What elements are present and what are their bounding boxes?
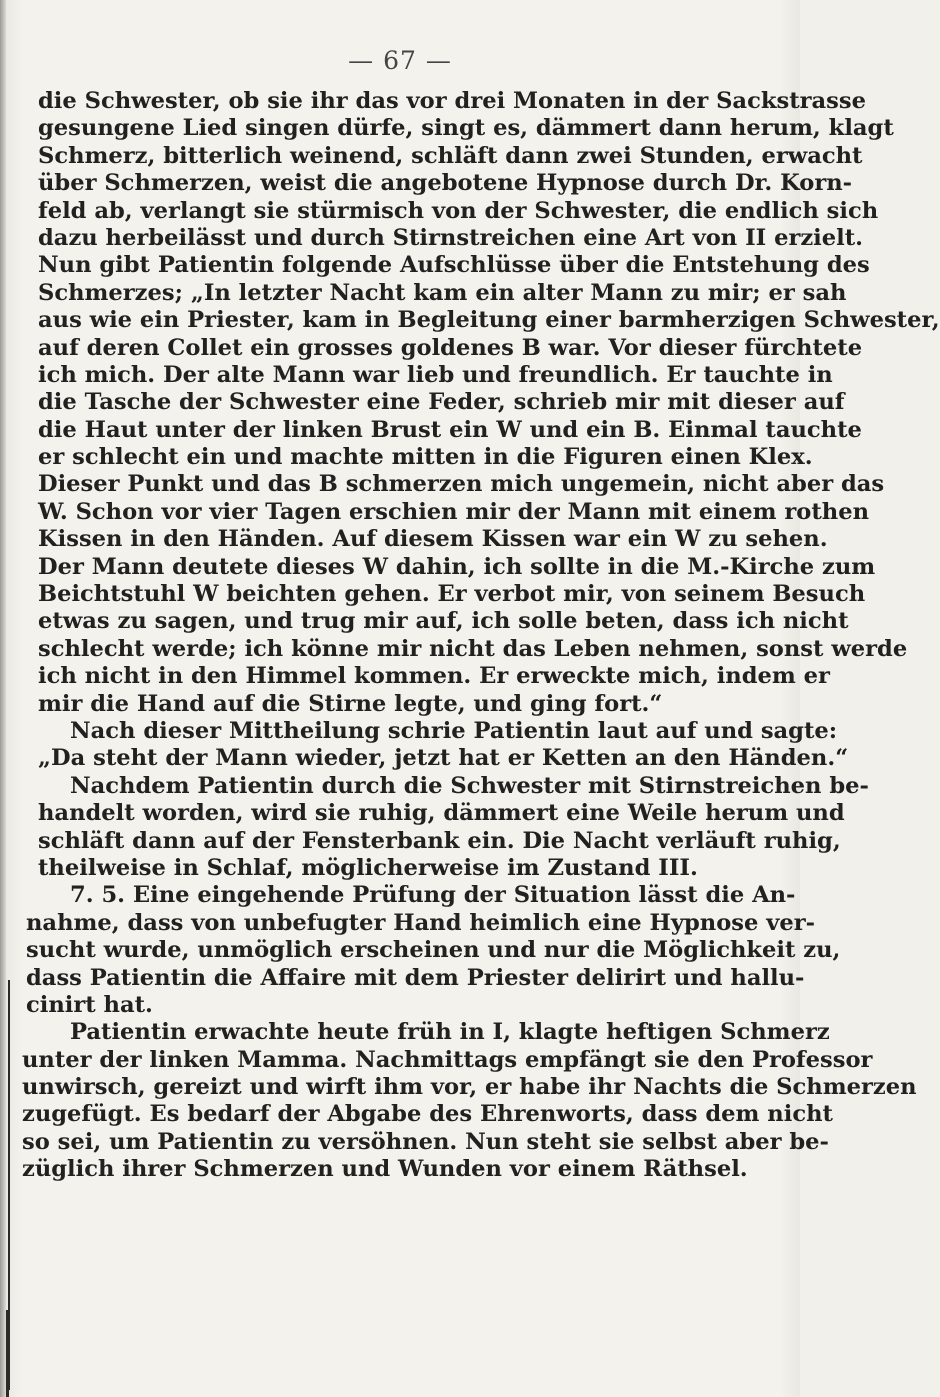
text-line: gesungene Lied singen dürfe, singt es, dämmert dann herum, klagt: [38, 115, 894, 142]
text-line: Patientin erwachte heute früh in I, klagte heftigen Schmerz: [70, 1019, 830, 1046]
text-line: unter der linken Mamma. Nachmittags empfängt sie den Professor: [22, 1046, 873, 1073]
text-line: 7. 5. Eine eingehende Prüfung der Situation lässt die An-: [70, 882, 796, 909]
text-line: dass Patientin die Affaire mit dem Priester delirirt und hallu-: [26, 964, 805, 991]
text-line: schläft dann auf der Fensterbank ein. Die Nacht verläuft ruhig,: [38, 827, 841, 854]
text-line: Dieser Punkt und das B schmerzen mich ungemein, nicht aber das: [38, 471, 885, 498]
text-line: etwas zu sagen, und trug mir auf, ich solle beten, dass ich nicht: [38, 608, 849, 635]
text-line: W. Schon vor vier Tagen erschien mir der Mann mit einem rothen: [38, 498, 869, 525]
page-binding-edge: [0, 0, 6, 1397]
text-line: die Tasche der Schwester eine Feder, schrieb mir mit dieser auf: [38, 389, 845, 416]
gutter-shadow-line-lower: [6, 1310, 9, 1397]
text-line: feld ab, verlangt sie stürmisch von der Schwester, die endlich sich: [38, 197, 879, 224]
text-line: nahme, dass von unbefugter Hand heimlich eine Hypnose ver-: [26, 909, 816, 936]
body-text: [22, 88, 940, 1184]
text-line: Nach dieser Mittheilung schrie Patientin laut auf und sagte:: [70, 717, 838, 744]
text-line: Kissen in den Händen. Auf diesem Kissen war ein W zu sehen.: [38, 526, 828, 553]
text-line: Schmerz, bitterlich weinend, schläft dann zwei Stunden, erwacht: [38, 142, 863, 169]
text-line: so sei, um Patientin zu versöhnen. Nun steht sie selbst aber be-: [22, 1128, 829, 1155]
text-line: Nun gibt Patientin folgende Aufschlüsse über die Entstehung des: [38, 252, 870, 279]
text-line: ich nicht in den Himmel kommen. Er erweckte mich, indem er: [38, 663, 830, 690]
text-line: ich mich. Der alte Mann war lieb und freundlich. Er tauchte in: [38, 361, 833, 388]
text-line: theilweise in Schlaf, möglicherweise im Zustand III.: [38, 854, 698, 881]
text-line: Schmerzes; „In letzter Nacht kam ein alter Mann zu mir; er sah: [38, 279, 847, 306]
text-line: Nachdem Patientin durch die Schwester mit Stirnstreichen be-: [70, 772, 869, 799]
text-line: aus wie ein Priester, kam in Begleitung einer barmherzigen Schwester,: [38, 307, 940, 334]
text-line: handelt worden, wird sie ruhig, dämmert eine Weile herum und: [38, 800, 845, 827]
text-line: schlecht werde; ich könne mir nicht das Leben nehmen, sonst werde: [38, 635, 908, 662]
text-line: züglich ihrer Schmerzen und Wunden vor einem Räthsel.: [22, 1156, 748, 1183]
text-line: über Schmerzen, weist die angebotene Hypnose durch Dr. Korn-: [38, 170, 853, 197]
text-line: „Da steht der Mann wieder, jetzt hat er Ketten an den Händen.“: [38, 745, 849, 772]
page-number: — 67 —: [348, 46, 452, 75]
text-line: dazu herbeilässt und durch Stirnstreichen eine Art von II erzielt.: [38, 224, 864, 251]
text-line: die Schwester, ob sie ihr das vor drei Monaten in der Sackstrasse: [38, 88, 866, 114]
text-line: mir die Hand auf die Stirne legte, und ging fort.“: [38, 690, 663, 717]
text-line: zugefügt. Es bedarf der Abgabe des Ehrenworts, dass dem nicht: [22, 1101, 833, 1128]
text-line: sucht wurde, unmöglich erscheinen und nur die Möglichkeit zu,: [26, 937, 841, 964]
text-line: unwirsch, gereizt und wirft ihm vor, er habe ihr Nachts die Schmerzen: [22, 1074, 917, 1101]
text-line: Beichtstuhl W beichten gehen. Er verbot mir, von seinem Besuch: [38, 581, 866, 608]
text-line: auf deren Collet ein grosses goldenes B war. Vor dieser fürchtete: [38, 334, 863, 361]
text-line: Der Mann deutete dieses W dahin, ich sollte in die M.-Kirche zum: [38, 553, 876, 580]
text-line: er schlecht ein und machte mitten in die Figuren einen Klex.: [38, 444, 813, 471]
text-line: cinirt hat.: [26, 991, 153, 1018]
text-line: die Haut unter der linken Brust ein W und ein B. Einmal tauchte: [38, 416, 862, 443]
